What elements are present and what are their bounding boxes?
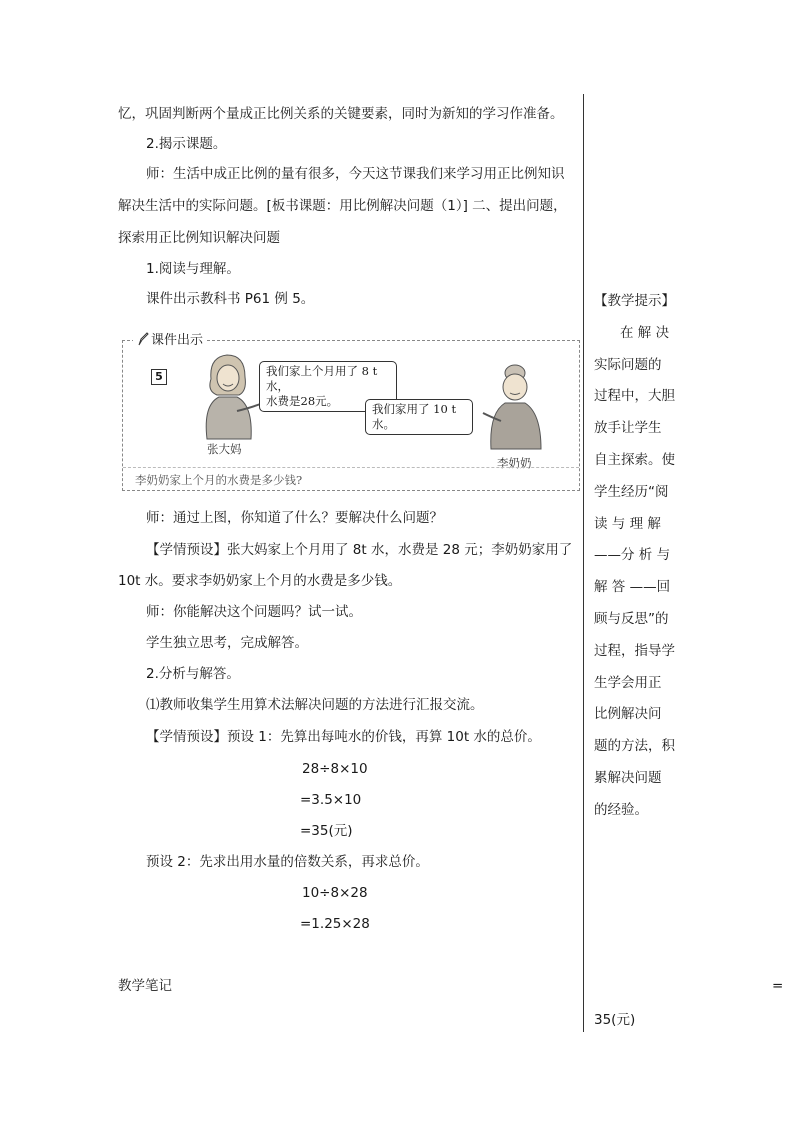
section-heading: 2.揭示课题。: [146, 136, 227, 152]
figure-divider: [123, 467, 579, 468]
sidebar-line: 自主探索。使: [594, 451, 675, 468]
sidebar-line: 学生经历“阅: [594, 483, 669, 500]
sidebar-line: 比例解决问: [594, 706, 662, 723]
overflow-equals: =: [772, 978, 784, 994]
sidebar-line: 解 答 ——回: [594, 579, 671, 596]
sidebar-line: 过程，指导学: [594, 642, 675, 659]
text-line: 课件出示教科书 P61 例 5。: [146, 291, 315, 307]
text-line: ⑴教师收集学生用算术法解决问题的方法进行汇报交流。: [146, 697, 484, 713]
bubble-line: 我们家上个月用了 8 t 水，: [266, 364, 378, 393]
sidebar-line: 放手让学生: [594, 420, 662, 437]
speech-bubble-li: 我们家用了 10 t 水。: [365, 399, 473, 435]
notes-label: 教学笔记: [118, 978, 172, 994]
text-line: 解决生活中的实际问题。[板书课题：用比例解决问题（1）] 二、提出问题，: [118, 198, 567, 214]
equation-line: =3.5×10: [300, 792, 362, 808]
equation-line: =35(元): [300, 823, 353, 839]
equation-line: =1.25×28: [300, 916, 370, 932]
text-line: 10t 水。要求李奶奶家上个月的水费是多少钱。: [118, 573, 402, 589]
text-line: 【学情预设】预设 1：先算出每吨水的价钱，再算 10t 水的总价。: [146, 729, 541, 745]
equation-line: 28÷8×10: [302, 761, 368, 777]
bubble-line: 水费是28元。: [266, 394, 339, 408]
example-number: 5: [151, 369, 167, 385]
text-line: 【学情预设】张大妈家上个月用了 8t 水，水费是 28 元；李奶奶家用了: [146, 542, 573, 558]
sidebar-line: ——分 析 与: [594, 547, 671, 564]
pen-icon: [137, 332, 149, 346]
text-line: 师：生活中成正比例的量有很多，今天这节课我们来学习用正比例知识: [146, 166, 565, 182]
sidebar-line: 实际问题的: [594, 356, 662, 373]
sidebar-line: 过程中，大胆: [594, 388, 675, 405]
sidebar-line: 顾与反思”的: [594, 610, 669, 627]
text-line: 预设 2：先求出用水量的倍数关系，再求总价。: [146, 854, 429, 870]
text-line: 师：通过上图，你知道了什么？要解决什么问题？: [146, 510, 443, 526]
sidebar-line: 生学会用正: [594, 674, 662, 691]
section-heading: 1.阅读与理解。: [146, 261, 240, 277]
li-nainai-illustration: [479, 359, 559, 451]
text-line: 师：你能解决这个问题吗？试一试。: [146, 604, 362, 620]
sidebar-line: 在 解 决: [620, 324, 670, 341]
figure-tab-label: 课件出示: [151, 333, 204, 348]
overflow-result: 35(元): [594, 1012, 636, 1028]
column-divider: [583, 94, 584, 1032]
section-heading: 探索用正比例知识解决问题: [118, 230, 280, 246]
courseware-figure: [122, 333, 580, 491]
figure-question: 李奶奶家上个月的水费是多少钱?: [135, 473, 303, 487]
figure-tab: [133, 329, 207, 348]
sidebar-line: 累解决问题: [594, 769, 662, 786]
text-line: 学生独立思考，完成解答。: [146, 635, 308, 651]
character-name: 李奶奶: [497, 456, 532, 470]
sidebar-title: 【教学提示】: [594, 293, 675, 309]
equation-line: 10÷8×28: [302, 885, 368, 901]
teaching-tips-sidebar: [594, 286, 676, 827]
sidebar-line: 题的方法，积: [594, 738, 675, 755]
text-line: 忆，巩固判断两个量成正比例关系的关键要素，同时为新知的学习作准备。: [118, 106, 564, 122]
section-heading: 2.分析与解答。: [146, 666, 240, 682]
sidebar-line: 的经验。: [594, 801, 648, 818]
character-name: 张大妈: [207, 442, 242, 456]
sidebar-line: 读 与 理 解: [594, 515, 661, 532]
